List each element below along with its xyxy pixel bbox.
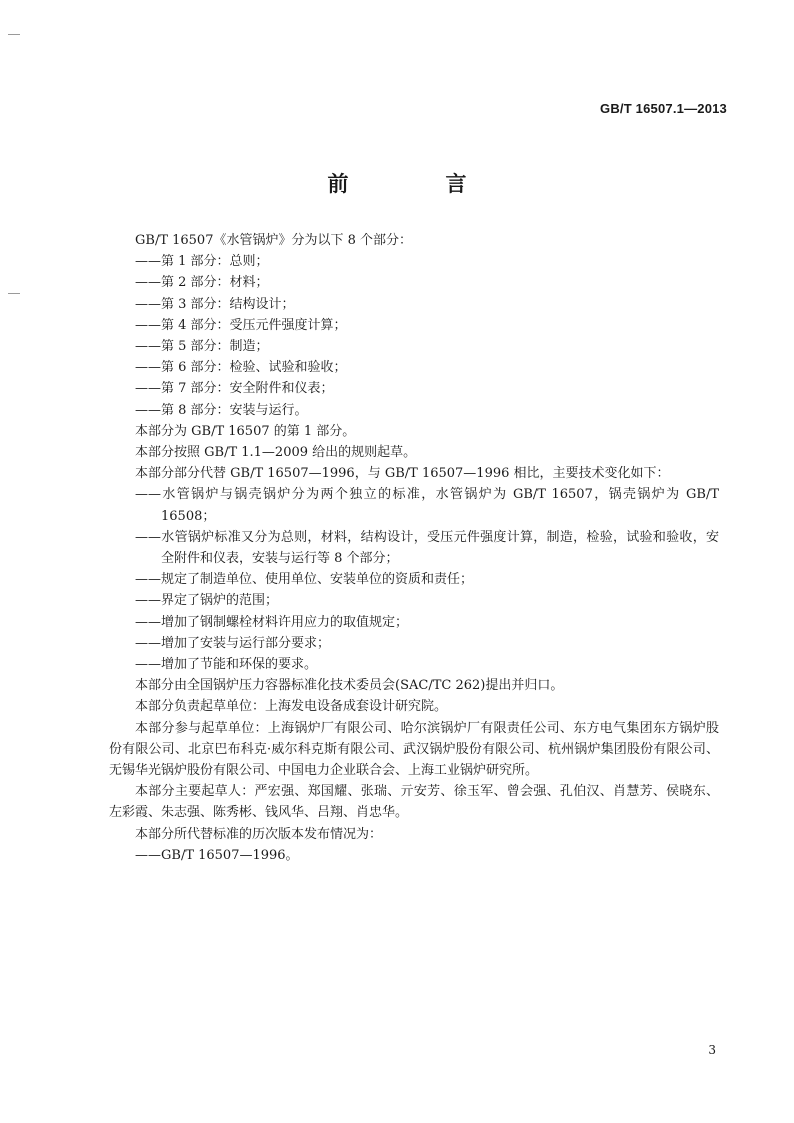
list-item: ——第 1 部分：总则； [135, 254, 269, 270]
list-item: ——GB/T 16507—1996。 [135, 847, 299, 863]
paragraph: 本部分为 GB/T 16507 的第 1 部分。 [135, 423, 356, 439]
list-item: ——增加了钢制螺栓材料许用应力的取值规定； [135, 614, 409, 630]
list-item: ——规定了制造单位、使用单位、安装单位的资质和责任； [135, 572, 474, 588]
page-number: 3 [708, 1043, 716, 1057]
paragraph: 本部分所代替标准的历次版本发布情况为： [135, 826, 383, 842]
page-title: 前 言 [327, 172, 505, 196]
paragraph: 本部分由全国锅炉压力容器标准化技术委员会(SAC/TC 262)提出并归口。 [135, 678, 564, 694]
list-item: ——水管锅炉与锅壳锅炉分为两个独立的标准，水管锅炉为 GB/T 16507，锅壳锅炉为 GB/T 16508； [135, 487, 719, 524]
paragraph: 本部分参与起草单位：上海锅炉厂有限公司、哈尔滨锅炉厂有限责任公司、东方电气集团东方锅炉股份有限公司、北京巴布科克·威尔科克斯有限公司、武汉锅炉股份有限公司、杭州锅炉集团股份有限公司、无锡华光锅炉股份有限公司、中国电力企业联合会、上海工业锅炉研究所。 [109, 720, 719, 779]
list-item: ——第 8 部分：安装与运行。 [135, 402, 308, 418]
list-item: ——第 3 部分：结构设计； [135, 296, 295, 312]
foreword-body [109, 230, 719, 866]
list-item: ——界定了锅炉的范围； [135, 593, 279, 609]
list-item: ——增加了安装与运行部分要求； [135, 635, 331, 651]
scan-margin-mark [8, 293, 20, 294]
list-item: ——第 7 部分：安全附件和仪表； [135, 381, 334, 397]
paragraph: GB/T 16507《水管锅炉》分为以下 8 个部分： [135, 233, 413, 248]
list-item: ——第 6 部分：检验、试验和验收； [135, 360, 347, 376]
list-item: ——第 2 部分：材料； [135, 275, 269, 291]
paragraph: 本部分主要起草人：严宏强、郑国耀、张瑞、亓安芳、徐玉军、曾会强、孔伯汉、肖慧芳、侯晓东、左彩霞、朱志强、陈秀彬、钱风华、吕翔、肖忠华。 [109, 784, 719, 821]
paragraph: 本部分按照 GB/T 1.1—2009 给出的规则起草。 [135, 445, 417, 461]
list-item: ——第 5 部分：制造； [135, 339, 269, 355]
scan-margin-mark [8, 34, 20, 35]
standard-code: GB/T 16507.1—2013 [600, 101, 727, 116]
paragraph: 本部分负责起草单位：上海发电设备成套设计研究院。 [135, 699, 448, 715]
list-item: ——水管锅炉标准又分为总则，材料，结构设计，受压元件强度计算，制造，检验，试验和验收，安全附件和仪表，安装与运行等 8 个部分； [135, 529, 719, 567]
list-item: ——第 4 部分：受压元件强度计算； [135, 317, 347, 333]
paragraph: 本部分部分代替 GB/T 16507—1996，与 GB/T 16507—1996 相比，主要技术变化如下： [135, 466, 670, 482]
list-item: ——增加了节能和环保的要求。 [135, 657, 318, 673]
